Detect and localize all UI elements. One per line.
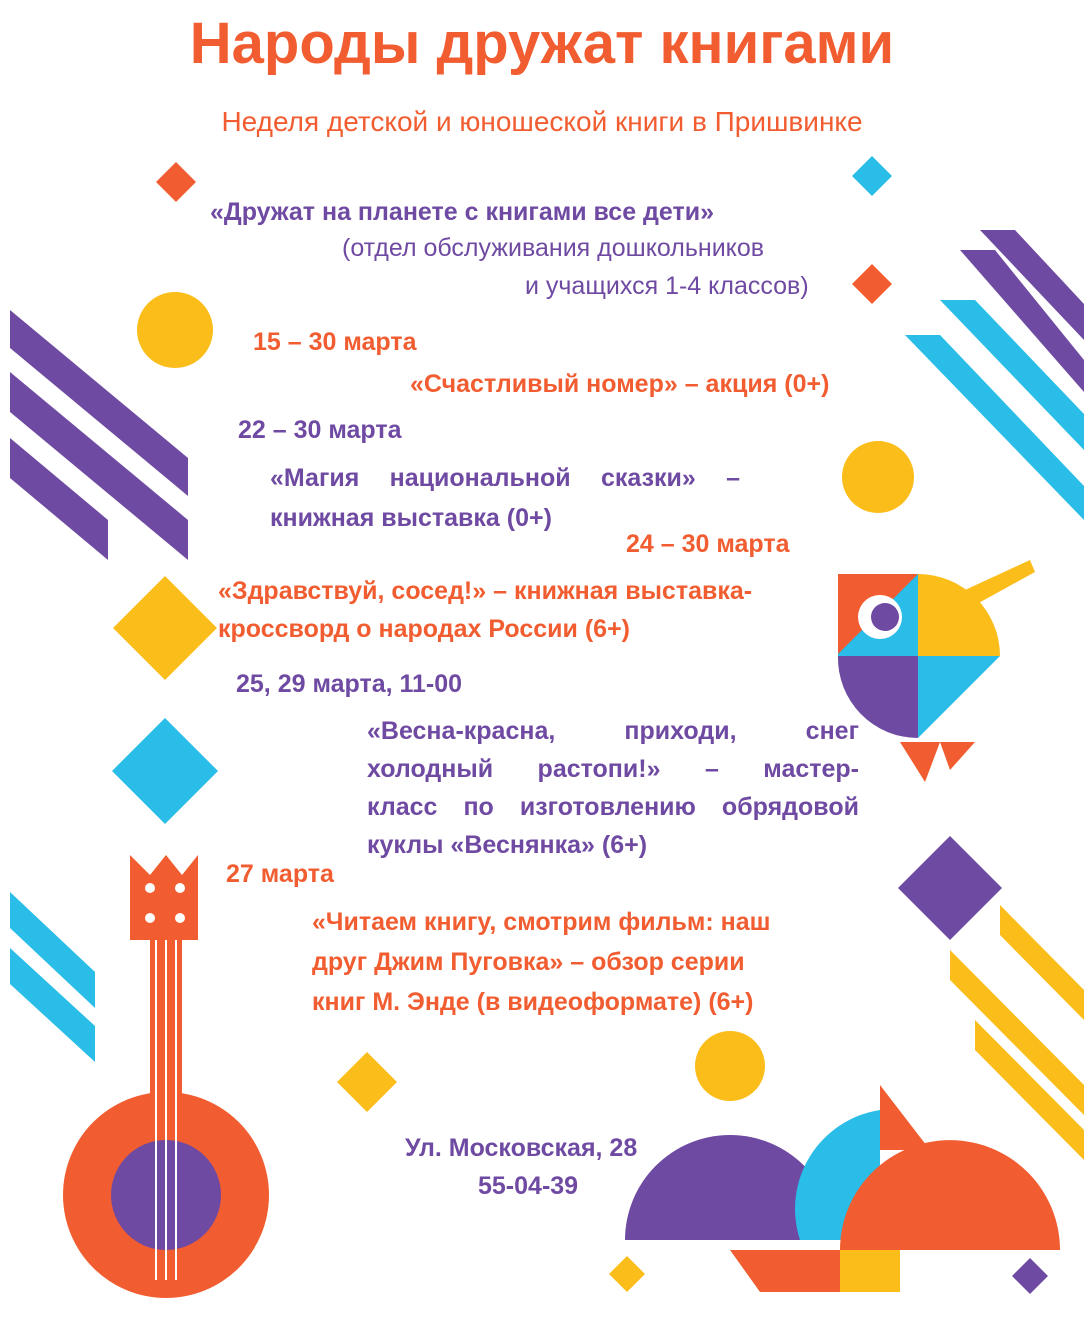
circle-yellow-bottom-icon (695, 1031, 765, 1101)
diamond-purple-small-icon (1012, 1258, 1048, 1294)
diamond-yellow-small-icon (609, 1256, 645, 1292)
event-text-line: «Магия национальной сказки» – (270, 464, 740, 492)
diamond-yellow-icon (113, 576, 217, 680)
event-text-line: «Здравствуй, сосед!» – книжная выставка- (218, 577, 753, 605)
event-text-line: класс по изготовлению обрядовой (367, 793, 859, 821)
event-text-line: «Весна-красна, приходи, снег (367, 717, 859, 745)
event-text (367, 712, 859, 864)
event-date: 25, 29 марта, 11-00 (236, 670, 463, 698)
page-subtitle: Неделя детской и юношеской книги в Пришвинке (221, 106, 863, 137)
bird-icon (838, 560, 1035, 782)
event-text-line: «Читаем книгу, смотрим фильм: наш (312, 908, 771, 936)
section-heading: «Дружат на планете с книгами все дети» (210, 198, 715, 226)
event-text (218, 572, 818, 648)
page-title: Народы дружат книгами (189, 11, 895, 76)
dome-icon (625, 1085, 1060, 1292)
stripes-right-yellow-icon (950, 905, 1084, 1160)
event-text-line: куклы «Веснянка» (6+) (367, 831, 648, 859)
event-text-line: холодный растопи!» – мастер- (367, 755, 859, 783)
event-text-line: книжная выставка (0+) (270, 504, 552, 532)
event-text: «Счастливый номер» – акция (0+) (410, 370, 830, 398)
event-text-line: друг Джим Пуговка» – обзор серии (312, 948, 745, 976)
circle-yellow-right-icon (842, 441, 914, 513)
diamond-yellow-bottom-icon (337, 1052, 397, 1112)
event-date: 24 – 30 марта (626, 530, 790, 558)
diamond-orange-small-icon (852, 264, 892, 304)
event-date: 15 – 30 марта (253, 328, 417, 356)
diamond-blue-icon (852, 156, 892, 196)
event-text (270, 458, 740, 538)
stripes-bottom-left-icon (10, 892, 95, 1062)
contact-address: Ул. Московская, 28 (405, 1134, 638, 1162)
event-text (312, 902, 852, 1022)
section-dept-line1: (отдел обслуживания дошкольников (342, 234, 765, 262)
event-date: 27 марта (226, 860, 334, 888)
circle-yellow-icon (137, 292, 213, 368)
diamond-purple-icon (898, 836, 1002, 940)
event-text-line: книг М. Энде (в видеоформате) (6+) (312, 988, 754, 1016)
balalaika-icon (63, 855, 269, 1298)
diamond-orange-icon (156, 162, 196, 202)
diamond-blue-large-icon (112, 718, 218, 824)
event-text-line: кроссворд о народах России (6+) (218, 615, 630, 643)
stripes-right-icon (905, 230, 1084, 520)
section-dept-line2: и учащихся 1-4 классов) (525, 272, 809, 300)
event-date: 22 – 30 марта (238, 416, 402, 444)
contact-phone: 55-04-39 (478, 1172, 579, 1200)
